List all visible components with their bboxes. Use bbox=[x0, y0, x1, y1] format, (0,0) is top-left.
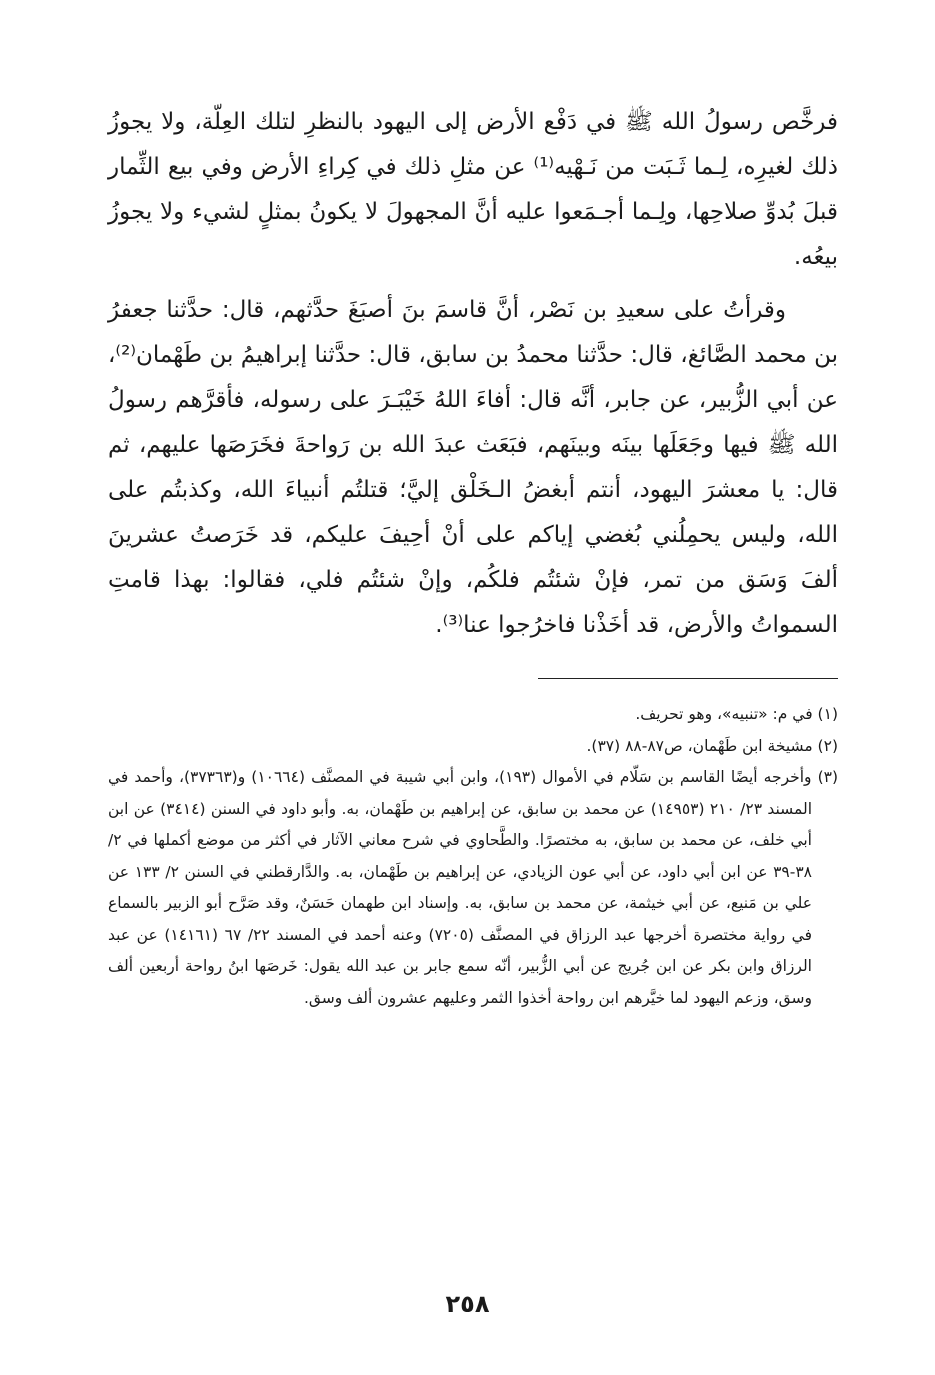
footnote-3: (٣) وأخرجه أيضًا القاسم بن سَلّام في الأموال (١٩٣)، وابن أبي شيبة في المصنَّف (١٠٦٦٤) و(٣٧٣٦٣)، وأحمد في المسند ٢٣/ ٢١٠ (١٤٩٥٣) عن محمد بن سابق، عن إبراهيم بن طَهْمان، به. وأبو داود في السنن (٣٤١٤) عن ابن أبي خلف، عن محمد بن سابق، به مختصرًا. والطَّحاوي في شرح معاني الآثار في أكثر من موضع أكملها في ٢/ ٣٨-٣٩ عن ابن أبي داود، عن أبي عون الزيادي، عن إبراهيم بن طَهْمان، به. والدَّارقطني في السنن ٢/ ١٣٣ عن علي بن مَنيع، عن أبي خيثمة، عن محمد بن سابق، به. وإسناد ابن طهمان حَسَنٌ، وقد صَرَّح أبو الزبير بالسماع في رواية مختصرة أخرجها عبد الرزاق في المصنَّف (٧٢٠٥) وعنه أحمد في المسند ٢٢/ ٦٧ (١٤١٦١) عن عبد الرزاق وابن بكر عن ابن جُريج عن أبي الزُّبير، أنّه سمع جابر بن عبد الله يقول: خَرصَها ابنُ رواحة أربعين ألف وسق، وزعم اليهود لما خيَّرهم ابن رواحة أخذوا الثمر وعليهم عشرون ألف وسق. bbox=[108, 768, 839, 1007]
paragraph-2: وقرأتُ على سعيدِ بن نَصْر، أنَّ قاسمَ بنَ أصبَغَ حدَّثهم، قال: حدَّثنا جعفرُ بن محمد الصَّائغ، قال: حدَّثنا محمدُ بن سابق، قال: حدَّثنا إبراهيمُ بن طَهْمان⁽²⁾، عن أبي الزُّبير، عن جابر، أنَّه قال: أفاءَ اللهُ خَيْبَـرَ على رسوله، فأقرَّهم رسولُ الله ﷺ فيها وجَعَلَها بينَه وبينَهم، فبَعَث عبدَ الله بن رَواحةَ فخَرَصَها عليهم، ثم قال: يا معشرَ اليهود، أنتم أبغضُ الـخَلْق إليَّ؛ قتلتُم أنبياءَ الله، وكذبتُم على الله، وليس يحمِلُني بُغضي إياكم على أنْ أحِيفَ عليكم، قد خَرَصتُ عشرينَ ألفَ وَسَق من تمر، فإنْ شئتُم فلكُم، وإنْ شئتُم فلي، فقالوا: بهذا قامتِ السمواتُ والأرض، قد أخَذْنا فاخرُجوا عنا⁽³⁾. bbox=[108, 297, 838, 638]
page-number: ٢٥٨ bbox=[445, 1290, 490, 1318]
footnote-2: (٢) مشيخة ابن طَهْمان، ص٨٧-٨٨ (٣٧). bbox=[586, 736, 838, 755]
main-text bbox=[108, 100, 838, 648]
footnotes bbox=[108, 699, 838, 1014]
paragraph-1: فرخَّص رسولُ الله ﷺ في دَفْع الأرض إلى اليهود بالنظرِ لتلك العِلّة، ولا يجوزُ ذلك لغيرِه، لِـما ثَـبَت من نَـهْيه⁽¹⁾ عن مثلِ ذلك في كِراءِ الأرض وفي بيع الثِّمار قبلَ بُدوِّ صلاحِها، ولِـما أجـمَعوا عليه أنَّ المجهولَ لا يكونُ بمثلٍ لشيء ولا يجوزُ بيعُه. bbox=[108, 109, 838, 270]
footnote-1: (١) في م: «تنبيه»، وهو تحريف. bbox=[635, 705, 838, 723]
footnote-divider bbox=[538, 678, 838, 679]
book-page bbox=[108, 100, 838, 1014]
